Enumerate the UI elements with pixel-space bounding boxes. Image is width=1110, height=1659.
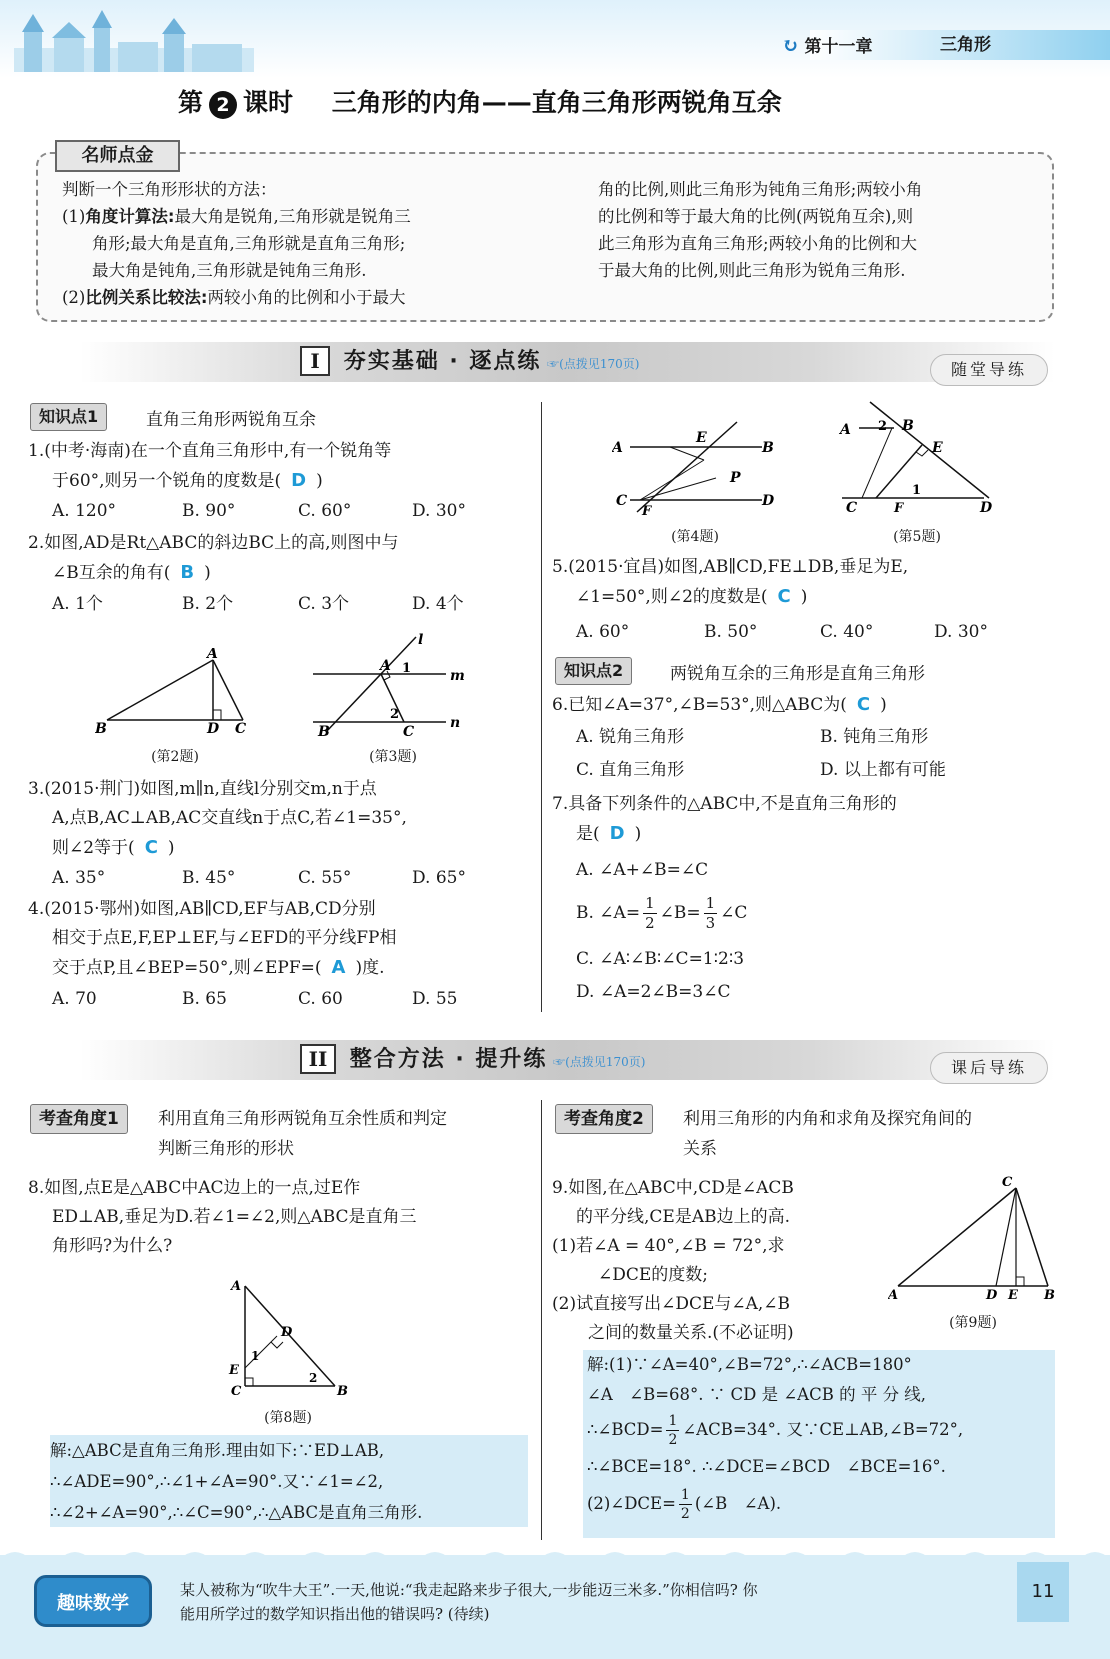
q-line: ∠DCE的度数;: [598, 1265, 709, 1285]
option: C. ∠A∶∠B∶∠C=1∶2∶3: [576, 949, 745, 969]
option-text: ∠B=: [659, 903, 701, 923]
q-line: (1)若∠A = 40°,∠B = 72°,求: [552, 1236, 785, 1256]
figure-4: [612, 420, 782, 515]
section1-ref: ☞(点拨见170页): [547, 357, 640, 371]
denominator: 2: [668, 1431, 678, 1448]
label-C: C: [846, 500, 858, 515]
angle2-line: 利用三角形的内角和求角及探究角间的: [683, 1109, 972, 1129]
label-C: C: [1002, 1175, 1013, 1190]
angle1-line: 利用直角三角形两锐角互余性质和判定: [158, 1109, 447, 1129]
lesson-prefix: 第: [178, 88, 204, 117]
kp2-title: 两锐角互余的三角形是直角三角形: [670, 664, 925, 684]
solution-line: 解:△ABC是直角三角形.理由如下:∵ED⊥AB,: [50, 1441, 385, 1460]
column-divider: [541, 1100, 542, 1540]
caption-f9: (第9题): [949, 1315, 997, 1331]
section1-heading: [300, 345, 639, 381]
label-l: l: [418, 632, 424, 648]
caption-f8: (第8题): [264, 1410, 312, 1426]
q-line: (2)试直接写出∠DCE与∠A,∠B: [552, 1294, 791, 1314]
label-n: n: [450, 715, 461, 731]
label-C: C: [235, 721, 247, 733]
answer: B: [180, 562, 195, 583]
q-text: 交于点P,且∠BEP=50°,则∠EPF=(: [52, 958, 322, 978]
q-text: ∠1=50°,则∠2的度数是(: [576, 587, 768, 607]
tip-text: 两较小角的比例和小于最大: [207, 288, 406, 307]
option: D. ∠A=2∠B=3∠C: [576, 982, 731, 1002]
answer: C: [777, 586, 791, 607]
caption-f5: (第5题): [893, 529, 941, 545]
q-close: )度.: [355, 958, 385, 978]
answer: A: [331, 957, 346, 978]
denominator: 2: [680, 1505, 690, 1522]
label-F: F: [894, 501, 904, 515]
label-B: B: [95, 721, 107, 733]
q-line: 4.(2015·鄂州)如图,AB∥CD,EF与AB,CD分别: [28, 899, 376, 919]
q9-solution: [583, 1350, 1055, 1538]
answer: C: [856, 694, 871, 715]
label-A: A: [380, 658, 391, 674]
q-line: [28, 558, 399, 588]
q-line: ED⊥AB,垂足为D.若∠1=∠2,则△ABC是直角三: [52, 1207, 417, 1227]
question-6: [552, 690, 887, 720]
label-B: B: [902, 418, 914, 434]
figure-5: [834, 400, 1004, 515]
label-A: A: [840, 422, 851, 438]
chapter-number: 第十一章: [804, 37, 873, 57]
label-F: F: [642, 504, 652, 515]
option-text: ∠C: [720, 903, 748, 923]
label-2: 2: [878, 419, 888, 434]
section1-roman: I: [300, 346, 330, 376]
tip-line: 最大角是钝角,三角形就是钝角三角形.: [92, 261, 367, 280]
q-close: ): [316, 471, 323, 491]
method-name: 角度计算法:: [85, 207, 175, 226]
numerator: 1: [680, 1486, 690, 1503]
label-P: P: [730, 470, 741, 486]
option: C. 直角三角形: [576, 760, 685, 780]
kp2-tag: 知识点2: [555, 657, 632, 685]
q-text: 是(: [576, 824, 600, 844]
column-divider: [541, 402, 542, 1012]
q-line: [552, 582, 908, 612]
option: A. ∠A+∠B=∠C: [576, 860, 709, 880]
footer-line: 能用所学过的数学知识指出他的错误吗? (待续): [180, 1605, 490, 1623]
footer-text: [180, 1578, 758, 1626]
section2-title: 整合方法 · 提升练: [349, 1047, 548, 1072]
answer: D: [291, 470, 307, 491]
lesson-number: 2: [209, 91, 237, 119]
q-text: 则∠2等于(: [52, 838, 135, 858]
fraction: [704, 894, 718, 933]
angle1-tag: 考查角度1: [30, 1104, 128, 1134]
solution-line: 解:(1)∵∠A=40°,∠B=72°,∴∠ACB=180°: [587, 1355, 912, 1374]
footer-logo: 趣味数学: [34, 1575, 152, 1627]
kp1-title: 直角三角形两锐角互余: [146, 410, 316, 430]
option: B. 45°: [182, 868, 236, 888]
option: B. 2个: [182, 594, 234, 614]
option-text: B. ∠A=: [576, 903, 641, 923]
kp1-tag: 知识点1: [30, 403, 107, 431]
option: C. 40°: [820, 622, 874, 642]
denominator: 2: [645, 914, 655, 932]
option: C. 55°: [298, 868, 352, 888]
q-line: 的平分线,CE是AB边上的高.: [576, 1207, 790, 1227]
q-line: 之间的数量关系.(不必证明): [588, 1323, 794, 1343]
label-E: E: [932, 440, 943, 456]
fraction: [666, 1412, 679, 1449]
label-1: 1: [912, 483, 922, 498]
q-line: [28, 833, 407, 863]
solution-line: ∴∠BCE=18°. ∴∠DCE=∠BCD ∠BCE=16°.: [587, 1457, 946, 1476]
angle2-tag: 考查角度2: [555, 1104, 653, 1134]
label-m: m: [450, 668, 465, 684]
tip-line: [62, 203, 411, 230]
lesson-title: 三角形的内角——直角三角形两锐角互余: [331, 88, 782, 117]
lesson-unit: 课时: [243, 88, 294, 117]
chapter-topic: 三角形: [940, 35, 991, 55]
q-line: 2.如图,AD是Rt△ABC的斜边BC上的高,则图中与: [28, 533, 399, 553]
q-line: 相交于点E,F,EP⊥EF,与∠EFD的平分线FP相: [52, 928, 397, 948]
q-line: 9.如图,在△ABC中,CD是∠ACB: [552, 1178, 794, 1198]
answer: C: [144, 837, 158, 858]
tip-line: [62, 284, 411, 311]
castle-illustration: [14, 8, 254, 72]
numerator: 1: [645, 894, 655, 912]
page-title: [178, 85, 782, 121]
option: B. 50°: [704, 622, 758, 642]
option: D. 55: [412, 989, 458, 1009]
solution-text: ∴∠BCD=: [587, 1420, 664, 1439]
q-line: 1.(中考·海南)在一个直角三角形中,有一个锐角等: [28, 441, 392, 461]
label-C: C: [616, 493, 628, 509]
q-text: ∠B互余的角有(: [52, 563, 171, 583]
tip-line: 此三角形为直角三角形;两较小角的比例和大: [598, 234, 918, 253]
label-1: 1: [251, 1349, 260, 1363]
question-8: [28, 1174, 417, 1261]
section1-tag: 随堂导练: [930, 354, 1048, 386]
caption-f3: (第3题): [369, 749, 417, 765]
question-4: [28, 895, 396, 983]
solution-text: ∠ACB=34°. 又∵CE⊥AB,∠B=72°,: [682, 1420, 964, 1439]
q-close: ): [634, 824, 642, 844]
solution-text: (∠B ∠A).: [694, 1494, 782, 1513]
label-B: B: [1044, 1288, 1055, 1303]
question-1: [28, 437, 391, 496]
fraction: [679, 1486, 692, 1523]
section2-ref: ☞(点拨见170页): [553, 1055, 646, 1069]
angle2-line: 关系: [683, 1139, 717, 1159]
option: B. 钝角三角形: [820, 727, 929, 747]
label-2: 2: [390, 707, 400, 722]
option: B. 65: [182, 989, 227, 1009]
label-C: C: [231, 1384, 242, 1398]
option: A. 70: [52, 989, 97, 1009]
q-line: 7.具备下列条件的△ABC中,不是直角三角形的: [552, 794, 897, 814]
option: [576, 894, 747, 933]
solution-text: (2)∠DCE=: [587, 1494, 676, 1513]
numerator: 1: [668, 1412, 678, 1429]
option: C. 60°: [298, 501, 352, 521]
tip-line: 于最大角的比例,则此三角形为锐角三角形.: [598, 261, 906, 280]
label-A: A: [612, 440, 623, 456]
numerator: 1: [705, 894, 716, 912]
figure-8: [225, 1278, 355, 1398]
method-label: (1): [62, 207, 86, 226]
label-D: D: [986, 1288, 998, 1303]
label-2: 2: [309, 1371, 318, 1385]
angle1-title: [158, 1104, 447, 1164]
question-9: [552, 1174, 794, 1348]
q-line: A,点B,AC⊥AB,AC交直线n于点C,若∠1=35°,: [52, 808, 407, 828]
label-D: D: [762, 493, 775, 509]
question-3: [28, 775, 407, 863]
option: A. 60°: [576, 622, 630, 642]
caption-f2: (第2题): [151, 749, 199, 765]
label-C: C: [403, 724, 415, 737]
section2-tag: 课后导练: [930, 1052, 1048, 1084]
tip-text: 最大角是锐角,三角形就是锐角三: [174, 207, 411, 226]
tips-right: [598, 176, 922, 284]
label-B: B: [318, 724, 330, 737]
q8-solution: [50, 1435, 528, 1527]
chapter-label: [782, 30, 873, 60]
label-D: D: [281, 1325, 293, 1340]
label-E: E: [229, 1363, 239, 1378]
q-close: ): [800, 587, 808, 607]
label-A: A: [231, 1279, 242, 1294]
question-7: [552, 790, 897, 849]
solution-line: ∴∠ADE=90°,∴∠1+∠A=90°.又∵∠1=∠2,: [50, 1472, 384, 1491]
q-text: 于60°,则另一个锐角的度数是(: [52, 471, 282, 491]
figure-2: [95, 648, 255, 733]
tip-line: 角的比例,则此三角形为钝角三角形;两较小角: [598, 180, 923, 199]
q-line: [552, 690, 887, 720]
q-close: ): [167, 838, 175, 858]
angle2-title: [683, 1104, 972, 1164]
option: C. 3个: [298, 594, 350, 614]
option: D. 4个: [412, 594, 464, 614]
figure-3: [308, 632, 468, 737]
arrow-icon: ↻: [782, 33, 799, 57]
label-1: 1: [402, 661, 412, 676]
option: D. 30°: [934, 622, 988, 642]
section2-roman: II: [300, 1044, 336, 1074]
q-line: 角形吗?为什么?: [52, 1236, 173, 1256]
solution-line: ∴∠2+∠A=90°,∴∠C=90°,∴△ABC是直角三角形.: [50, 1503, 423, 1522]
label-E: E: [1008, 1288, 1018, 1303]
q-line: 5.(2015·宜昌)如图,AB∥CD,FE⊥DB,垂足为E,: [552, 557, 909, 577]
tip-line: 判断一个三角形形状的方法：: [62, 180, 277, 199]
label-E: E: [696, 430, 707, 446]
label-A: A: [888, 1288, 899, 1303]
method-label: (2): [62, 288, 86, 307]
option: A. 35°: [52, 868, 106, 888]
option: A. 锐角三角形: [576, 727, 685, 747]
tip-line: 角形;最大角是直角,三角形就是直角三角形;: [92, 234, 406, 253]
section1-title: 夯实基础 · 逐点练: [343, 349, 542, 374]
option: D. 65°: [412, 868, 466, 888]
option: A. 1个: [52, 594, 103, 614]
q-text: 6.已知∠A=37°,∠B=53°,则△ABC为(: [552, 695, 847, 715]
label-D: D: [207, 721, 220, 733]
page-number: 11: [1017, 1562, 1069, 1622]
method-name: 比例关系比较法:: [85, 288, 208, 307]
q-close: ): [880, 695, 887, 715]
solution-line: [583, 1410, 1055, 1450]
option: D. 以上都有可能: [820, 760, 946, 780]
solution-line: [583, 1484, 1055, 1524]
option: A. 120°: [52, 501, 117, 521]
label-B: B: [762, 440, 774, 456]
q-line: [28, 953, 396, 983]
q-line: 3.(2015·荆门)如图,m∥n,直线l分别交m,n于点: [28, 779, 377, 799]
q-line: [28, 466, 391, 496]
answer: D: [609, 823, 625, 844]
label-A: A: [207, 648, 218, 662]
question-2: [28, 529, 399, 588]
figure-9: [888, 1174, 1063, 1304]
label-D: D: [980, 500, 993, 515]
footer-line: 某人被称为“吹牛大王”.一天,他说:“我走起路来步子很大,一步能迈三米多.”你相信吗? 你: [180, 1581, 758, 1599]
fraction: [643, 894, 657, 933]
tips-left: [62, 176, 411, 311]
tip-line: 的比例和等于最大角的比例(两锐角互余),则: [598, 207, 914, 226]
denominator: 3: [705, 914, 716, 932]
caption-f4: (第4题): [671, 529, 719, 545]
label-B: B: [337, 1384, 348, 1398]
q-close: ): [204, 563, 211, 583]
option: D. 30°: [412, 501, 466, 521]
q-line: [552, 819, 897, 849]
option: C. 60: [298, 989, 343, 1009]
option: B. 90°: [182, 501, 236, 521]
section2-heading: [300, 1043, 645, 1079]
tips-tag: 名师点金: [55, 140, 180, 172]
q-line: 8.如图,点E是△ABC中AC边上的一点,过E作: [28, 1178, 361, 1198]
solution-line: ∠A ∠B=68°. ∵ CD 是 ∠ACB 的 平 分 线,: [587, 1385, 927, 1404]
question-5: [552, 553, 908, 612]
angle1-line: 判断三角形的形状: [158, 1139, 294, 1159]
